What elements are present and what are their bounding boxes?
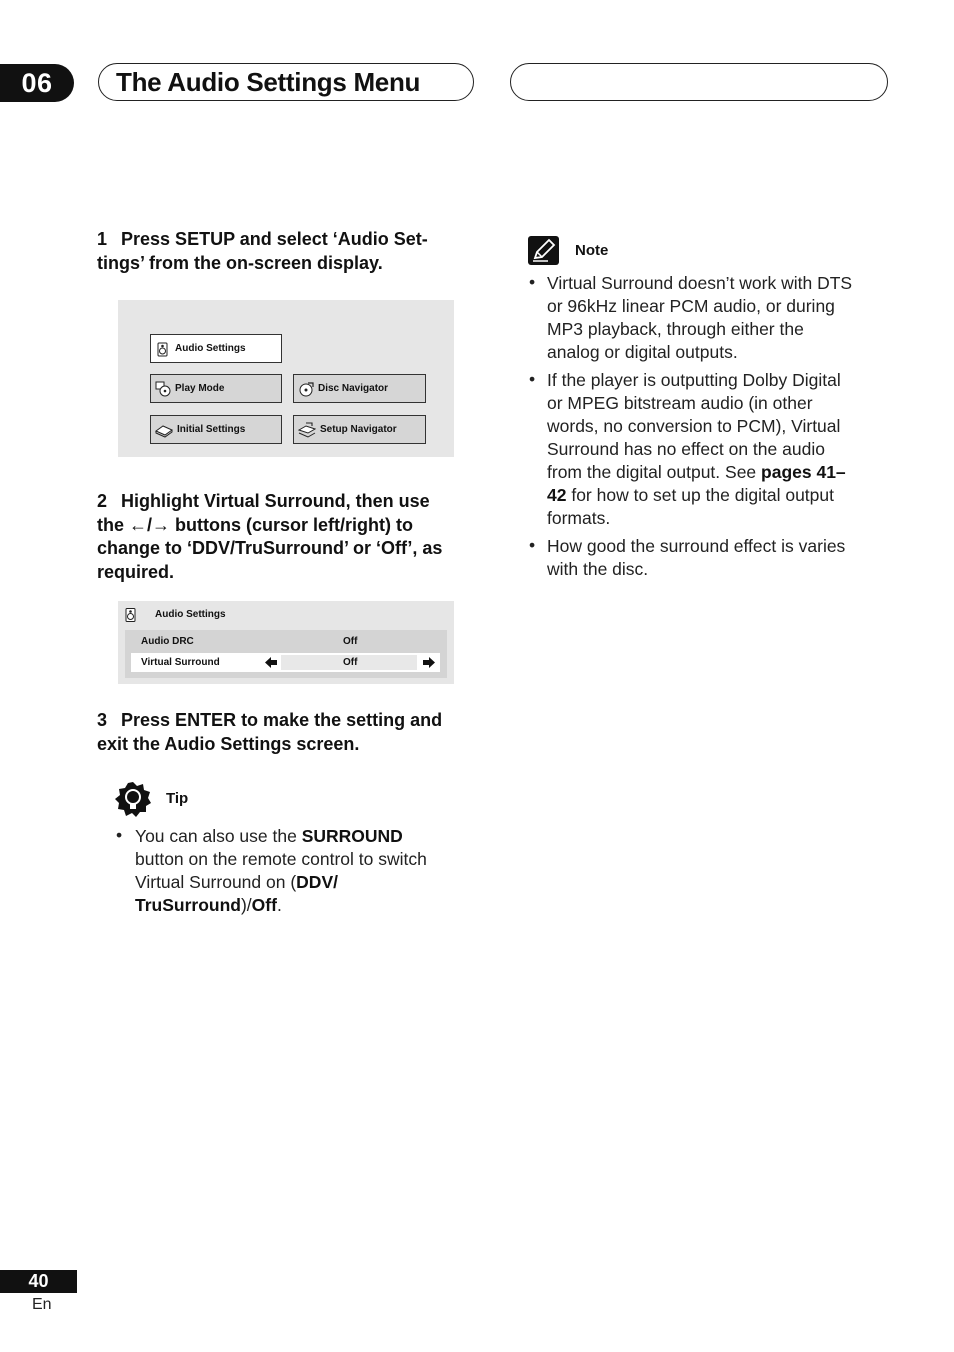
tip-line2: button on the remote control to switch	[135, 849, 427, 869]
setting-row-virtual-surround[interactable]	[131, 653, 440, 672]
step-2-line3: change to ‘DDV/TruSurround’ or ‘Off’, as	[97, 538, 443, 558]
menu-item-play-mode-label: Play Mode	[175, 383, 225, 394]
menu-item-audio-settings[interactable]	[150, 334, 282, 363]
header-blank-pill	[510, 63, 888, 101]
note-b1-line1: Virtual Surround doesn’t work with DTS	[547, 273, 853, 293]
step-2-line1: Highlight Virtual Surround, then use	[121, 491, 430, 511]
menu-item-disc-navigator[interactable]	[293, 374, 426, 403]
menu-item-disc-navigator-label: Disc Navigator	[318, 383, 389, 394]
page-number: 40	[0, 1270, 77, 1293]
note-b1-line2: or 96kHz linear PCM audio, or during	[547, 296, 835, 316]
note-b2-line6-post: for how to set up the digital output	[566, 485, 835, 505]
arrow-left-icon[interactable]	[265, 656, 278, 669]
note-b2-line2: or MPEG bitstream audio (in other	[547, 393, 813, 413]
step-2-line2-post: buttons (cursor left/right) to	[175, 514, 414, 535]
lightbulb-icon	[114, 781, 152, 819]
menu-item-setup-navigator-label: Setup Navigator	[320, 424, 397, 435]
step-1-line1: Press SETUP and select ‘Audio Set-	[121, 229, 428, 249]
step-1	[97, 228, 467, 275]
note-b3-line1: How good the surround effect is varies	[547, 536, 846, 556]
note-b2-line5-pre: from the digital output. See	[547, 462, 762, 482]
step-1-line2: tings’ from the on-screen display.	[97, 252, 383, 273]
audio-settings-screen-title: Audio Settings	[155, 609, 226, 620]
step-3	[97, 709, 472, 756]
step-3-line1: Press ENTER to make the setting and	[121, 710, 443, 730]
disc-icon	[155, 381, 171, 397]
note-heading: Note	[575, 242, 609, 259]
step-3-line2: exit the Audio Settings screen.	[97, 733, 360, 754]
audio-settings-screen	[118, 601, 454, 684]
tip-line4-bold: TruSurround	[135, 895, 241, 915]
note-bullet-2-dot: •	[529, 369, 536, 389]
note-bullet-1	[547, 272, 892, 364]
tip-line3-bold: DDV/	[296, 872, 338, 892]
step-1-number: 1	[97, 229, 108, 249]
setup-menu-screen	[118, 300, 454, 457]
note-b2-pages-ref: pages 41–	[761, 462, 846, 482]
settings-icon	[155, 422, 173, 438]
chapter-number-tab: 06	[0, 64, 74, 102]
note-bullet-3	[547, 535, 892, 581]
note-b2-line4: Surround has no effect on the audio	[547, 439, 825, 459]
menu-item-audio-settings-label: Audio Settings	[175, 343, 246, 354]
step-2-number: 2	[97, 491, 108, 511]
setting-label-virtual-surround: Virtual Surround	[141, 657, 220, 668]
setting-row-audio-drc[interactable]	[131, 632, 440, 651]
menu-item-initial-settings[interactable]	[150, 415, 282, 444]
pencil-note-icon	[528, 236, 559, 265]
menu-item-setup-navigator[interactable]	[293, 415, 426, 444]
setting-label-audio-drc: Audio DRC	[141, 636, 194, 647]
language-code: En	[32, 1296, 52, 1313]
left-right-arrows-icon: ←/→	[129, 514, 171, 535]
arrow-right-icon[interactable]	[422, 656, 435, 669]
speaker-icon	[155, 341, 171, 357]
step-2-line2-pre: the	[97, 514, 124, 535]
note-b1-line3: MP3 playback, through either the	[547, 319, 804, 339]
speaker-icon	[123, 606, 139, 623]
menu-item-initial-settings-label: Initial Settings	[177, 424, 246, 435]
step-2	[97, 490, 472, 584]
surround-button-name: SURROUND	[301, 826, 403, 846]
tip-text	[135, 825, 475, 917]
step-2-line4: required.	[97, 561, 175, 582]
step-3-number: 3	[97, 710, 108, 730]
note-b2-line3: words, no conversion to PCM), Virtual	[547, 416, 841, 436]
note-b2-pages-ref-end: 42	[547, 485, 567, 505]
setting-value-virtual-surround: Off	[343, 657, 358, 668]
tip-line4-end: .	[276, 895, 282, 915]
tip-bullet: •	[116, 825, 123, 845]
menu-item-play-mode[interactable]	[150, 374, 282, 403]
note-b1-line4: analog or digital outputs.	[547, 342, 738, 362]
tip-line4-off: Off	[251, 895, 277, 915]
note-bullet-3-dot: •	[529, 535, 536, 555]
tip-line4-mid: )/	[240, 895, 252, 915]
note-bullet-1-dot: •	[529, 272, 536, 292]
note-b2-line7: formats.	[547, 508, 611, 528]
tip-line1-pre: You can also use the	[135, 826, 302, 846]
setup-navigator-icon	[298, 422, 316, 438]
note-b2-line1: If the player is outputting Dolby Digital	[547, 370, 841, 390]
page-title: The Audio Settings Menu	[98, 63, 474, 101]
tip-heading: Tip	[166, 790, 189, 807]
tip-line3-pre: Virtual Surround on (	[135, 872, 297, 892]
disc-navigator-icon	[298, 381, 314, 397]
note-bullet-2	[547, 369, 892, 530]
note-b3-line2: with the disc.	[547, 559, 649, 579]
setting-value-audio-drc: Off	[343, 636, 358, 647]
